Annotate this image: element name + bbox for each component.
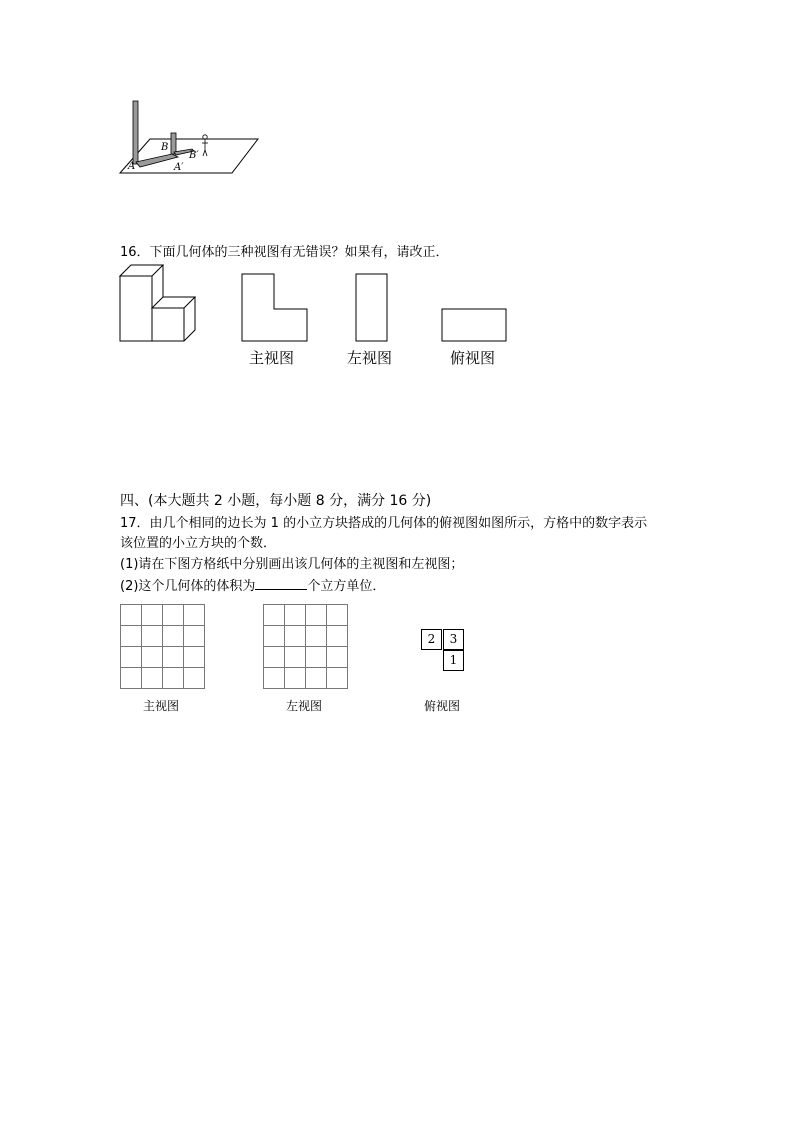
solid-3d [120,265,195,341]
part2-before: (2)这个几何体的体积为 [120,579,256,594]
part2-after: 个立方单位． [307,579,386,594]
top-view-cell: 3 [443,629,464,650]
top-view-cell: 1 [443,650,464,671]
q16-caption-left: 左视图 [347,349,393,367]
question-17-line1: 17．由几个相同的边长为 1 的小立方块搭成的几何体的俯视图如图所示，方格中的数字表示 [120,516,648,531]
top-view-cell: 2 [421,629,442,650]
label-A: A [128,161,136,172]
q17-caption-top: 俯视图 [424,699,461,713]
section-4-heading: 四、(本大题共 2 小题，每小题 8 分，满分 16 分) [120,493,432,509]
label-B: B [161,142,169,153]
question-17-line2: 该位置的小立方块的个数． [120,536,277,551]
question-17-part2 [120,577,385,596]
label-B-prime: B′ [189,150,199,161]
top-view-shape [442,309,506,341]
q17-caption-left: 左视图 [286,699,323,713]
label-A-prime: A′ [174,162,184,173]
front-view-grid[interactable] [120,604,205,689]
left-view-grid[interactable] [263,604,348,689]
volume-answer-blank[interactable] [255,577,307,590]
front-view-shape [242,274,307,341]
question-17-part1: (1)请在下图方格纸中分别画出该几何体的主视图和左视图； [120,557,464,572]
q16-caption-top: 俯视图 [450,349,496,367]
question-16-text: 16．下面几何体的三种视图有无错误？如果有，请改正． [120,245,449,260]
q16-caption-front: 主视图 [249,349,295,367]
left-view-shape [356,274,387,341]
q17-caption-front: 主视图 [143,699,180,713]
